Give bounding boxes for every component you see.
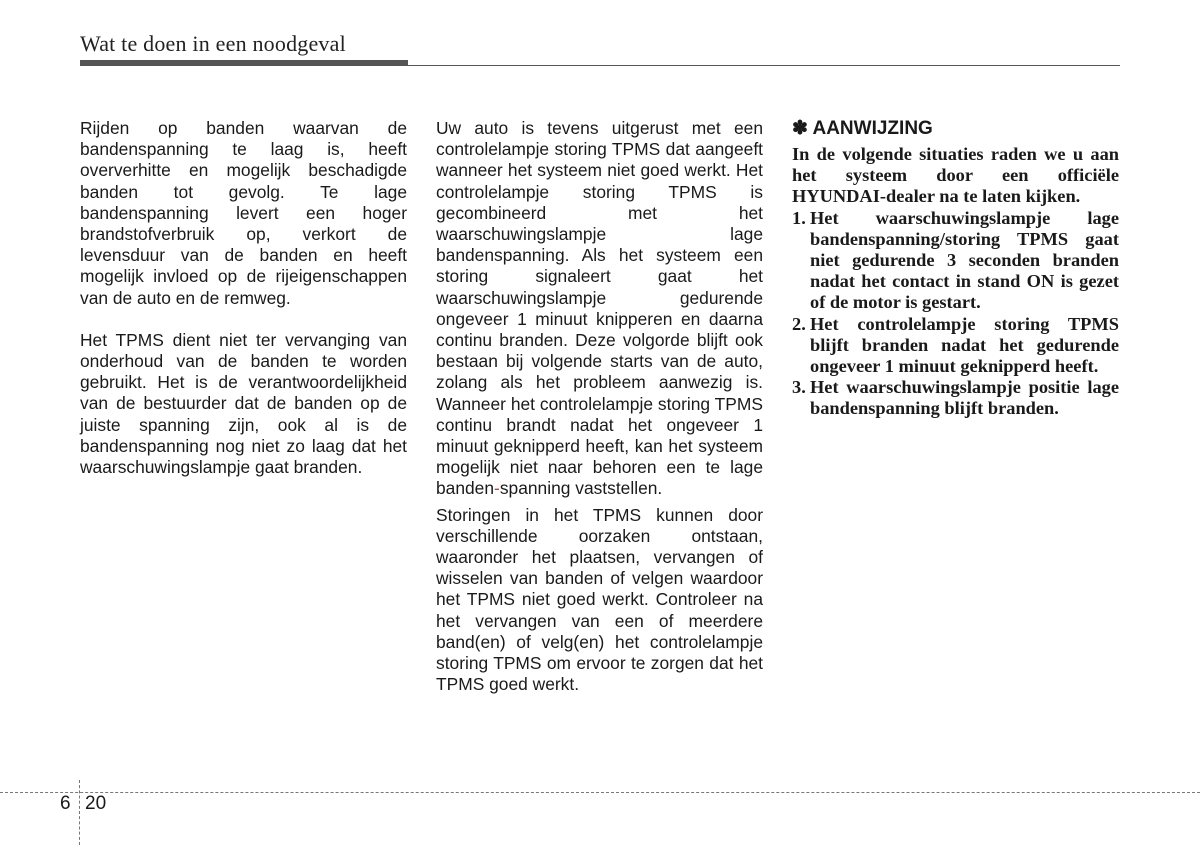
header-rule-thin <box>80 65 1120 66</box>
note-body <box>792 144 1119 420</box>
note-item-number: 3. <box>792 377 806 398</box>
note-item-text: Het waarschuwingslampje lage bandenspanning/storing TPMS gaat niet gedurende 3 seconden branden nadat het contact in stand ON is gezet of de motor is gestart. <box>810 207 1119 313</box>
paragraph <box>436 118 763 500</box>
note-list <box>792 208 1119 420</box>
paragraph: Het TPMS dient niet ter vervanging van onderhoud van de banden te worden gebruikt. Het is de verantwoordelijkheid van de bestuurder dat de banden op de juiste spanning zijn, ook al is de bandenspanning nog niet zo laag dat het waarschuwingslampje gaat branden. <box>80 329 407 478</box>
page-header-title: Wat te doen in een noodgeval <box>80 31 346 56</box>
note-box <box>792 118 1119 420</box>
hyphen-mark: - <box>494 478 500 499</box>
page-number: 20 <box>85 793 107 814</box>
paragraph-text-end: spanning vaststellen. <box>499 478 663 499</box>
note-intro: In de volgende situaties raden we u aan het systeem door een officiële HYUNDAI-dealer na te laten kijken. <box>792 144 1119 207</box>
footer-dashed-divider <box>79 780 80 845</box>
paragraph: Storingen in het TPMS kunnen door verschillende oorzaken ontstaan, waaronder het plaatsen, vervangen of wisselen van banden of velgen waardoor het TPMS niet goed werkt. Controleer na het vervangen van een of meerdere band(en) of velg(en) het controlelampje storing TPMS om ervoor te zorgen dat het TPMS goed werkt. <box>436 504 763 695</box>
note-heading: ✽ AANWIJZING <box>792 118 933 139</box>
page-section-number: 6 <box>60 793 71 814</box>
note-item-number: 2. <box>792 313 806 334</box>
note-item-text: Het waarschuwingslampje positie lage bandenspanning blijft branden. <box>810 377 1119 419</box>
paragraph-text: Uw auto is tevens uitgerust met een controlelampje storing TPMS dat aangeeft wanneer het systeem niet goed werkt. Het controlelampje storing TPMS is gecombineerd met het waarschuwingslampje lage bandenspanning. Als het systeem een storing signaleert gaat het waarschuwingslampje gedurende ongeveer 1 minuut knipperen en daarna continu branden. Deze volgorde blijft ook bestaan bij volgende starts van de auto, zolang als het probleem aanwezig is. Wanneer het controlelampje storing TPMS continu brandt nadat het ongeveer 1 minuut geknipperd heeft, kan het systeem mogelijk niet naar behoren een te lage banden <box>436 118 763 499</box>
note-list-item <box>792 314 1119 378</box>
note-list-item <box>792 208 1119 314</box>
paragraph: Rijden op banden waarvan de bandenspanning te laag is, heeft oververhitte en mogelijk beschadigde banden tot gevolg. Te lage bandenspanning levert een hoger brandstofverbruik op, verkort de levensduur van de banden en heeft mogelijk invloed op de rijeigenschappen van de auto en de remweg. <box>80 118 407 308</box>
note-item-number: 1. <box>792 207 806 228</box>
note-item-text: Het controlelampje storing TPMS blijft branden nadat het gedurende ongeveer 1 minuut geknipperd heeft. <box>810 313 1119 377</box>
text-column-2 <box>436 118 763 695</box>
footer-dashed-rule <box>0 792 1200 793</box>
text-column-1 <box>80 118 407 478</box>
note-list-item <box>792 377 1119 419</box>
